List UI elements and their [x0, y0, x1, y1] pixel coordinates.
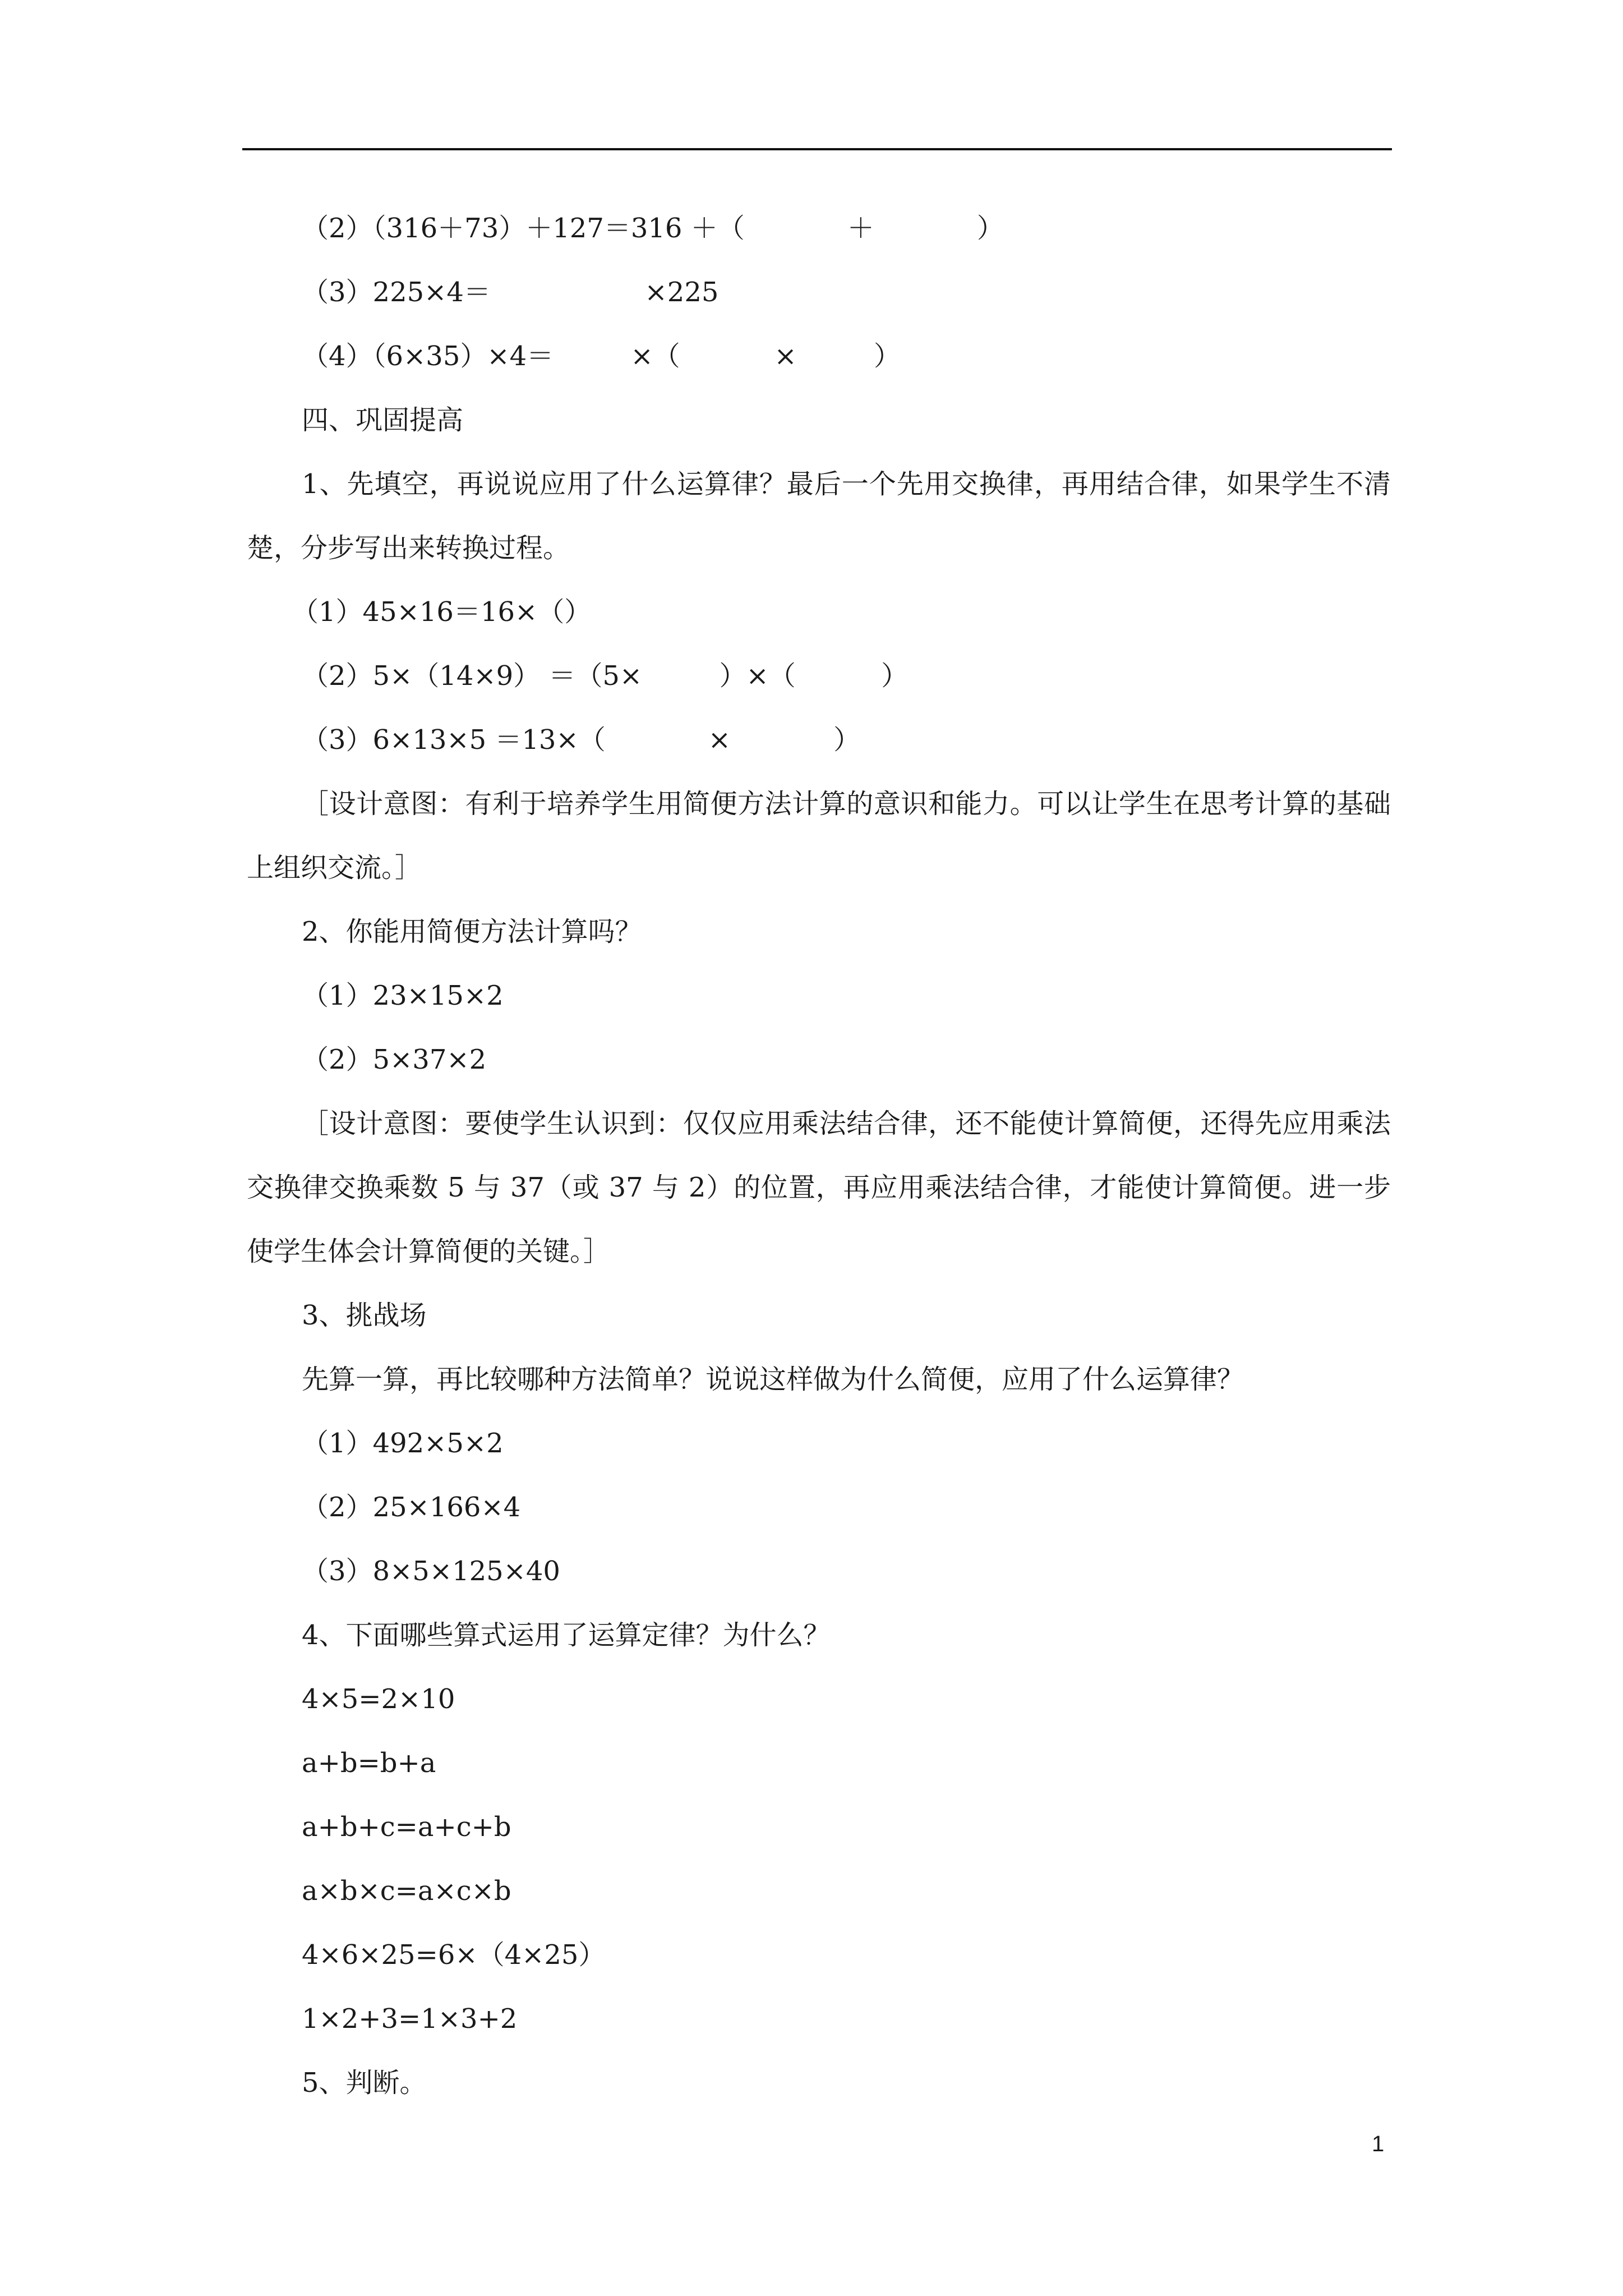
- exercise-4-item-6: 1×2+3=1×3+2: [302, 2003, 518, 2035]
- fill-blank-line-4: （4）（6×35）×4＝ ×（ × ）: [302, 341, 901, 372]
- exercise-3-item-1: （1）492×5×2: [302, 1428, 504, 1459]
- fill-blank-line-3: （3）225×4＝ ×225: [302, 277, 719, 308]
- header-rule: [242, 148, 1392, 150]
- section-heading-consolidate: 四、巩固提高: [302, 404, 464, 436]
- design-intent-2: ［设计意图：要使学生认识到：仅仅应用乘法结合律，还不能使计算简便，还得先应用乘法交换律交换乘数 5 与 37（或 37 与 2）的位置，再应用乘法结合律，才能使计算简便。进一步使学生体会计算简便的关键。］: [247, 1108, 1391, 1267]
- exercise-4-item-3: a+b+c=a+c+b: [302, 1811, 511, 1843]
- exercise-5-heading: 5、判断。: [302, 2067, 427, 2099]
- exercise-4-heading: 4、下面哪些算式运用了运算定律？为什么？: [302, 1619, 831, 1651]
- exercise-4-item-4: a×b×c=a×c×b: [302, 1875, 511, 1907]
- page-content: [247, 196, 1391, 2115]
- exercise-1-instruction: 1、先填空，再说说应用了什么运算律？最后一个先用交换律，再用结合律，如果学生不清楚，分步写出来转换过程。: [247, 468, 1391, 564]
- exercise-1-item-3: （3）6×13×5 ＝13×（ × ）: [302, 724, 861, 756]
- exercise-3-heading: 3、挑战场: [302, 1300, 427, 1331]
- exercise-3-item-2: （2）25×166×4: [302, 1492, 521, 1523]
- exercise-4-item-5: 4×6×25=6×（4×25）: [302, 1939, 606, 1971]
- exercise-3-instruction: 先算一算，再比较哪种方法简单？说说这样做为什么简便，应用了什么运算律？: [302, 1364, 1244, 1395]
- exercise-1-item-1: （1）45×16＝16×（）: [292, 596, 592, 628]
- design-intent-1: ［设计意图：有利于培养学生用简便方法计算的意识和能力。可以让学生在思考计算的基础上组织交流。］: [247, 788, 1391, 884]
- fill-blank-line-2: （2）（316＋73）＋127＝316 ＋（ ＋ ）: [302, 213, 1004, 244]
- exercise-1-item-2: （2）5×（14×9） ＝（5× ）×（ ）: [302, 660, 909, 692]
- exercise-2-item-1: （1）23×15×2: [302, 980, 504, 1011]
- exercise-3-item-3: （3）8×5×125×40: [302, 1556, 560, 1587]
- exercise-4-item-2: a+b=b+a: [302, 1747, 436, 1779]
- exercise-4-item-1: 4×5=2×10: [302, 1683, 455, 1715]
- exercise-2-item-2: （2）5×37×2: [302, 1044, 487, 1075]
- exercise-2-heading: 2、你能用简便方法计算吗？: [302, 916, 642, 947]
- page-number: 1: [1372, 2132, 1385, 2156]
